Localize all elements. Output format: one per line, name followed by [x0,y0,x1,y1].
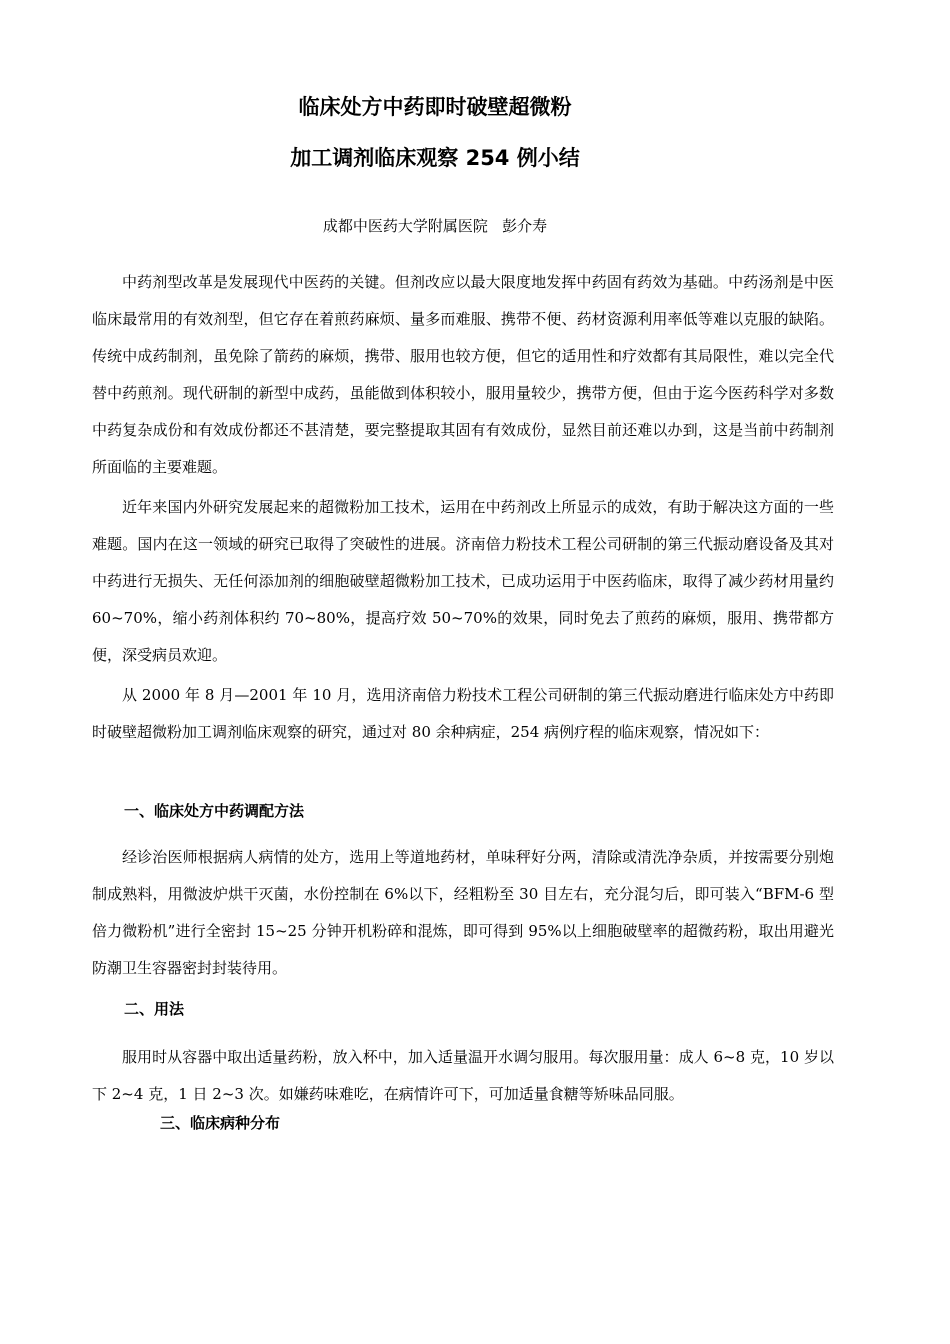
section-heading-usage: 二、用法 [124,1000,185,1018]
paragraph-study-overview: 从 2000 年 8 月—2001 年 10 月，选用济南倍力粉技术工程公司研制的第三代振动磨进行临床处方中药即时破壁超微粉加工调剂临床观察的研究，通过对 80 余种病症，254 病例疗程的临床观察，情况如下： [92,686,834,741]
paragraph-method: 经诊治医师根据病人病情的处方，选用上等道地药材，单味秤好分两，清除或清洗净杂质，并按需要分别炮制成熟料，用微波炉烘干灭菌，水份控制在 6%以下，经粗粉至 30 目左右，充分混匀后，即可装入“BFM-6 型倍力微粉机”进行全密封 15~25 分钟开机粉碎和混炼，即可得到 95%以上细胞破壁率的超微药粉，取出用避光防潮卫生容器密封封装待用。 [92,848,834,977]
section-heading-method: 一、临床处方中药调配方法 [124,802,305,820]
paragraph-usage: 服用时从容器中取出适量药粉，放入杯中，加入适量温开水调匀服用。每次服用量：成人 6~8 克，10 岁以下 2~4 克，1 日 2~3 次。如嫌药味难吃，在病情许可下，可加适量食糖等矫味品同服。 [92,1048,834,1103]
paragraph-background: 近年来国内外研究发展起来的超微粉加工技术，运用在中药剂改上所显示的成效，有助于解决这方面的一些难题。国内在这一领域的研究已取得了突破性的进展。济南倍力粉技术工程公司研制的第三代振动磨设备及其对中药进行无损失、无任何添加剂的细胞破壁超微粉加工技术，已成功运用于中医药临床，取得了减少药材用量约 60~70%，缩小药剂体积约 70~80%，提高疗效 50~70%的效果，同时免去了煎药的麻烦，服用、携带都方便，深受病员欢迎。 [92,498,834,664]
document-title-line-2: 加工调剂临床观察 254 例小结 [290,146,580,170]
paragraph-intro: 中药剂型改革是发展现代中医药的关键。但剂改应以最大限度地发挥中药固有药效为基础。中药汤剂是中医临床最常用的有效剂型，但它存在着煎药麻烦、量多而难服、携带不便、药材资源利用率低等难以克服的缺陷。传统中成药制剂，虽免除了箭药的麻烦，携带、服用也较方便，但它的适用性和疗效都有其局限性，难以完全代替中药煎剂。现代研制的新型中成药，虽能做到体积较小，服用量较少，携带方便，但由于迄今医药科学对多数中药复杂成份和有效成份都还不甚清楚，要完整提取其固有有效成份，显然目前还难以办到，这是当前中药制剂所面临的主要难题。 [92,273,834,476]
section-heading-disease-distribution: 三、临床病种分布 [160,1114,281,1132]
document-title-line-1: 临床处方中药即时破壁超微粉 [298,95,572,119]
author-byline: 成都中医药大学附属医院 彭介寿 [322,217,548,235]
